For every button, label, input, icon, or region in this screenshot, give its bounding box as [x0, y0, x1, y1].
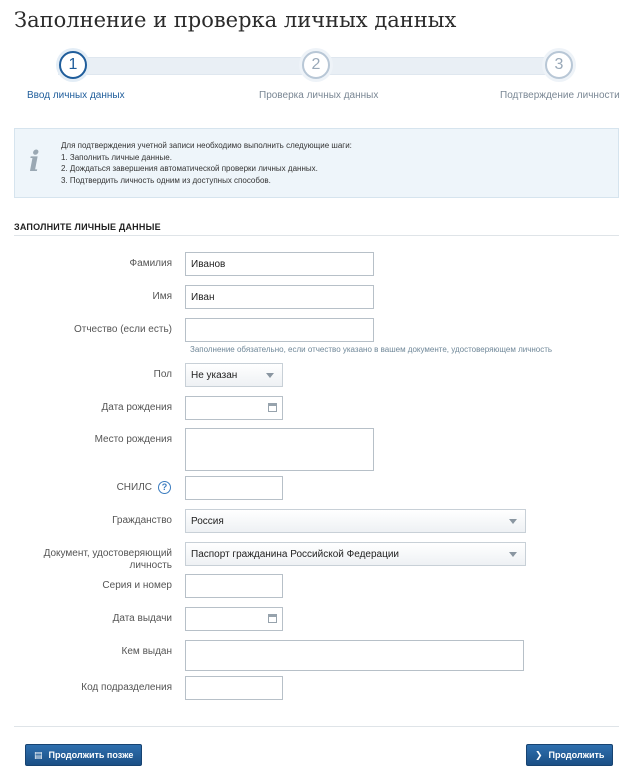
division-code-input[interactable] — [185, 676, 283, 700]
page-title: Заполнение и проверка личных данных — [14, 8, 457, 32]
surname-input[interactable] — [185, 252, 374, 276]
snils-input[interactable] — [185, 476, 283, 500]
chevron-right-icon: ❯ — [535, 749, 543, 760]
continue-button[interactable] — [526, 744, 613, 766]
name-input[interactable] — [185, 285, 374, 309]
step-2-label: Проверка личных данных — [259, 90, 379, 101]
name-value: Иван — [191, 291, 215, 303]
birth-date-label: Дата рождения — [101, 402, 172, 413]
info-text — [61, 140, 352, 186]
document-label-line2: личность — [129, 560, 172, 571]
document-label — [12, 548, 172, 572]
citizenship-select[interactable] — [185, 509, 526, 533]
step-3-circle: 3 — [545, 51, 573, 79]
series-number-label: Серия и номер — [102, 580, 172, 591]
patronymic-label: Отчество (если есть) — [73, 324, 172, 335]
chevron-down-icon — [509, 552, 517, 557]
issue-date-label: Дата выдачи — [112, 613, 172, 624]
document-select[interactable] — [185, 542, 526, 566]
division-code-label: Код подразделения — [81, 682, 172, 693]
info-item: 3. Подтвердить личность одним из доступных способов. — [61, 175, 271, 185]
divider — [14, 726, 619, 727]
birth-date-input[interactable] — [185, 396, 283, 420]
info-item: 1. Заполнить личные данные. — [61, 152, 172, 162]
info-box — [14, 128, 619, 198]
section-title: ЗАПОЛНИТЕ ЛИЧНЫЕ ДАННЫЕ — [14, 222, 161, 232]
citizenship-value: Россия — [191, 515, 224, 527]
surname-label: Фамилия — [129, 258, 172, 269]
info-intro: Для подтверждения учетной записи необходимо выполнить следующие шаги: — [61, 141, 352, 150]
continue-later-button[interactable] — [25, 744, 142, 766]
birth-place-label: Место рождения — [94, 434, 172, 445]
info-icon: i — [29, 145, 40, 178]
birth-place-input[interactable] — [185, 428, 374, 471]
gender-label: Пол — [153, 369, 172, 380]
issue-date-input[interactable] — [185, 607, 283, 631]
calendar-icon[interactable] — [268, 614, 277, 623]
gender-select[interactable] — [185, 363, 283, 387]
step-1-label: Ввод личных данных — [27, 90, 125, 101]
patronymic-input[interactable] — [185, 318, 374, 342]
continue-later-label: Продолжить позже — [48, 750, 134, 760]
snils-label: СНИЛС — [116, 482, 152, 493]
step-3-label: Подтверждение личности — [500, 90, 620, 101]
gender-value: Не указан — [191, 369, 238, 381]
help-icon[interactable]: ? — [158, 481, 171, 494]
step-2-circle: 2 — [302, 51, 330, 79]
divider — [14, 235, 619, 236]
continue-label: Продолжить — [548, 750, 605, 760]
series-number-input[interactable] — [185, 574, 283, 598]
issued-by-label: Кем выдан — [121, 646, 172, 657]
calendar-icon[interactable] — [268, 403, 277, 412]
patronymic-hint: Заполнение обязательно, если отчество указано в вашем документе, удостоверяющем личность — [190, 345, 553, 354]
step-1-circle: 1 — [59, 51, 87, 79]
name-label: Имя — [152, 291, 172, 302]
issued-by-input[interactable] — [185, 640, 524, 671]
document-label-line1: Документ, удостоверяющий — [43, 548, 172, 559]
chevron-down-icon — [509, 519, 517, 524]
info-item: 2. Дождаться завершения автоматической проверки личных данных. — [61, 164, 318, 173]
chevron-down-icon — [266, 373, 274, 378]
save-icon: ▤ — [34, 749, 43, 760]
document-value: Паспорт гражданина Российской Федерации — [191, 548, 399, 560]
surname-value: Иванов — [191, 258, 226, 270]
citizenship-label: Гражданство — [112, 515, 172, 526]
